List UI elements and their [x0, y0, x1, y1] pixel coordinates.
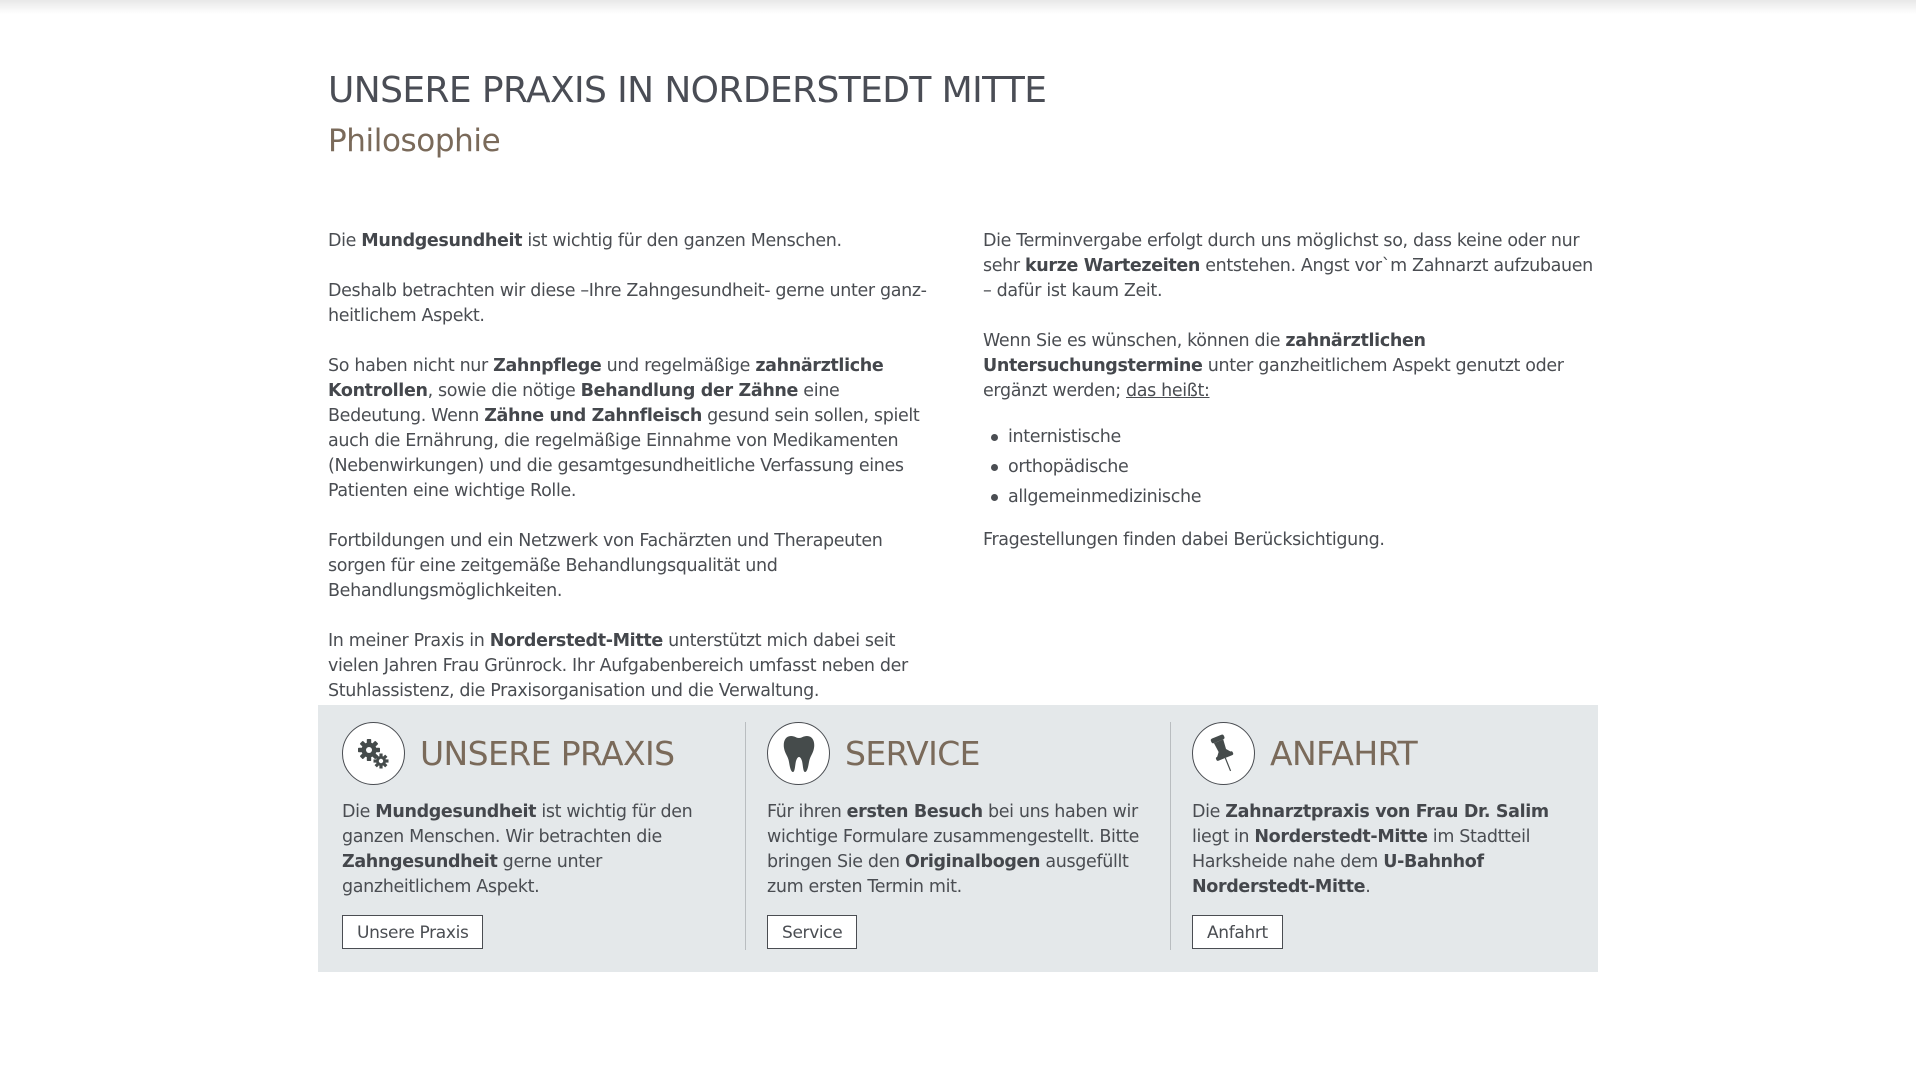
page-title: UNSERE PRAXIS IN NORDERSTEDT MITTE — [328, 70, 1047, 111]
paragraph: Wenn Sie es wünschen, können die zahnärztlichen Untersuchungstermine unter ganzheitlichem Aspekt genutzt oder ergänzt werden; das heißt: — [983, 331, 1564, 401]
paragraph: In meiner Praxis in Norderstedt-Mitte unterstützt mich dabei seit vielen Jahren Frau Grünrock. Ihr Aufgabenbereich umfasst neben der Stuhlassistenz, die Praxisorganisation und die Verwaltung. — [328, 631, 908, 701]
paragraph: Deshalb betrachten wir diese –Ihre Zahngesundheit- gerne unter ganzheitlichem Aspekt. — [328, 281, 927, 326]
list-item — [1008, 482, 1593, 512]
paragraph: Die Mundgesundheit ist wichtig für den ganzen Menschen. — [328, 231, 842, 251]
teaser-unsere-praxis — [342, 722, 742, 955]
divider — [1170, 722, 1171, 950]
teaser-text: Die Zahnarztpraxis von Frau Dr. Salim liegt in Norderstedt-Mitte im Stadtteil Harksheide nahe dem U-Bahnhof Norderstedt-Mitte. — [1192, 802, 1549, 897]
service-button[interactable]: Service — [767, 915, 857, 949]
bold-text: Zahnarztpraxis von Frau Dr. Salim — [1225, 802, 1549, 822]
pushpin-icon — [1192, 722, 1255, 785]
bullet-icon — [991, 494, 998, 501]
teaser-title: SERVICE — [845, 734, 980, 773]
bold-text: Behandlung der Zähne — [580, 381, 799, 401]
teaser-title: ANFAHRT — [1270, 734, 1418, 773]
paragraph: Fragestellungen finden dabei Berücksichtigung. — [983, 530, 1385, 550]
teaser-section — [318, 705, 1598, 972]
bold-text: Norderstedt-Mitte — [489, 631, 663, 651]
teaser-text: Für ihren ersten Besuch bei uns haben wir wichtige Formulare zusammengestellt. Bitte bringen Sie den Originalbogen ausgefüllt zum ersten Termin mit. — [767, 802, 1140, 897]
bold-text: Mundgesundheit — [375, 802, 537, 822]
teaser-anfahrt — [1192, 722, 1592, 955]
bold-text: Originalbogen — [905, 852, 1041, 872]
paragraph: Die Terminvergabe erfolgt durch uns möglichst so, dass keine oder nur sehr kurze Wartezeiten entstehen. Angst vor`m Zahnarzt aufzubauen – dafür ist kaum Zeit. — [983, 231, 1593, 301]
philosophy-left-column — [328, 229, 938, 729]
unsere-praxis-button[interactable]: Unsere Praxis — [342, 915, 483, 949]
bold-text: Zähne und Zahnfleisch — [484, 406, 702, 426]
list-item-label: internistische — [1008, 427, 1121, 447]
bold-text: Mundgesundheit — [361, 231, 523, 251]
bold-text: zahnärztlichen Untersuchungstermine — [983, 331, 1426, 376]
anfahrt-button[interactable]: Anfahrt — [1192, 915, 1283, 949]
teaser-service — [767, 722, 1167, 955]
philosophy-right-column — [983, 229, 1593, 578]
bold-text: U-Bahnhof Norderstedt-Mitte — [1192, 852, 1484, 897]
teaser-title: UNSERE PRAXIS — [420, 734, 675, 773]
bold-text: zahnärztliche Kontrollen — [328, 356, 884, 401]
bullet-icon — [991, 464, 998, 471]
divider — [745, 722, 746, 950]
list-item — [1008, 452, 1593, 482]
tooth-icon — [767, 722, 830, 785]
paragraph: Fortbildungen und ein Netzwerk von Fachärzten und Therapeuten sorgen für eine zeitgemäße Behandlungsqualität und Behandlungsmöglichkeiten. — [328, 531, 883, 601]
bold-text: ersten Besuch — [846, 802, 983, 822]
list-item-label: allgemeinmedizinische — [1008, 487, 1202, 507]
paragraph: So haben nicht nur Zahnpflege und regelmäßige zahnärztliche Kontrollen, sowie die nötige Behandlung der Zähne eine Bedeutung. Wenn Zähne und Zahnfleisch gesund sein sollen, spielt auch die Ernährung, die regelmäßige Einnahme von Medikamenten (Nebenwirkungen) und die gesamtgesundheitliche Verfassung eines Patienten eine wichtige Rolle. — [328, 356, 920, 501]
bold-text: Zahngesundheit — [342, 852, 498, 872]
list-item-label: orthopädische — [1008, 457, 1129, 477]
header-shadow — [0, 0, 1916, 14]
aspects-list — [983, 422, 1593, 512]
page-subtitle: Philosophie — [328, 123, 501, 159]
bold-text: Norderstedt-Mitte — [1254, 827, 1428, 847]
list-item — [1008, 422, 1593, 452]
bold-text: Zahnpflege — [493, 356, 602, 376]
underlined-text: das heißt: — [1125, 381, 1210, 401]
bullet-icon — [991, 434, 998, 441]
bold-text: kurze Wartezeiten — [1024, 256, 1201, 276]
teaser-text: Die Mundgesundheit ist wichtig für den ganzen Menschen. Wir betrachten die Zahngesundheit gerne unter ganzheitlichem Aspekt. — [342, 802, 693, 897]
gears-icon — [342, 722, 405, 785]
